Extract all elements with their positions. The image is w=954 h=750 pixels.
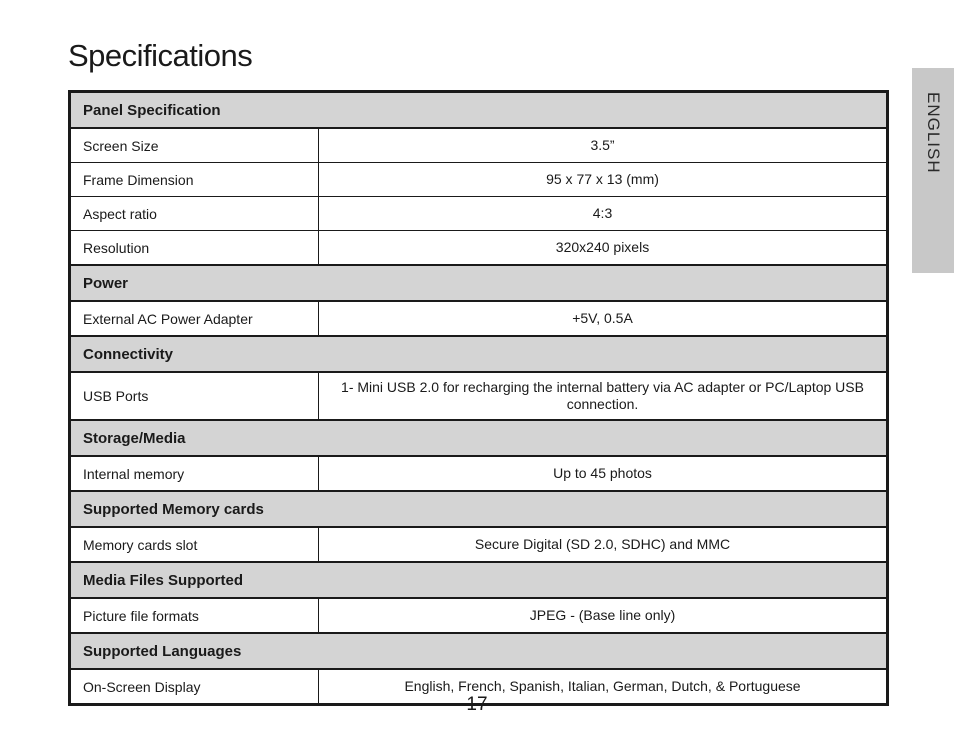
section-heading: Connectivity	[70, 336, 888, 372]
spec-value: JPEG - (Base line only)	[319, 598, 888, 633]
spec-value: Up to 45 photos	[319, 456, 888, 491]
table-row	[70, 163, 888, 197]
section-header	[70, 562, 888, 598]
spec-label: Resolution	[70, 231, 319, 266]
spec-label: External AC Power Adapter	[70, 301, 319, 336]
section-heading: Supported Memory cards	[70, 491, 888, 527]
spec-value: 320x240 pixels	[319, 231, 888, 266]
spec-value: 1- Mini USB 2.0 for recharging the internal battery via AC adapter or PC/Laptop USB connection.	[319, 372, 888, 420]
section-heading: Power	[70, 265, 888, 301]
spec-label: USB Ports	[70, 372, 319, 420]
table-row	[70, 372, 888, 420]
page-number: 17	[466, 694, 488, 715]
section-header	[70, 92, 888, 129]
section-header	[70, 265, 888, 301]
spec-label: Frame Dimension	[70, 163, 319, 197]
section-header	[70, 336, 888, 372]
spec-label: Memory cards slot	[70, 527, 319, 562]
spec-value: 4:3	[319, 197, 888, 231]
table-row	[70, 197, 888, 231]
spec-label: On-Screen Display	[70, 669, 319, 705]
spec-label: Aspect ratio	[70, 197, 319, 231]
section-heading: Panel Specification	[70, 92, 888, 129]
spec-value: +5V, 0.5A	[319, 301, 888, 336]
language-tab	[912, 68, 954, 273]
section-heading: Storage/Media	[70, 420, 888, 456]
language-tab-label: ENGLISH	[924, 92, 943, 174]
spec-value: 95 x 77 x 13 (mm)	[319, 163, 888, 197]
spec-value: Secure Digital (SD 2.0, SDHC) and MMC	[319, 527, 888, 562]
table-row	[70, 598, 888, 633]
specifications-table	[68, 90, 889, 706]
table-row	[70, 301, 888, 336]
section-header	[70, 420, 888, 456]
section-header	[70, 633, 888, 669]
page-title: Specifications	[68, 38, 253, 73]
spec-value: 3.5”	[319, 128, 888, 163]
section-heading: Media Files Supported	[70, 562, 888, 598]
table-row	[70, 231, 888, 266]
table-row	[70, 527, 888, 562]
section-heading: Supported Languages	[70, 633, 888, 669]
spec-value: English, French, Spanish, Italian, German, Dutch, & Portuguese	[319, 669, 888, 705]
section-header	[70, 491, 888, 527]
table-row	[70, 456, 888, 491]
spec-label: Internal memory	[70, 456, 319, 491]
spec-label: Picture file formats	[70, 598, 319, 633]
table-row	[70, 128, 888, 163]
spec-label: Screen Size	[70, 128, 319, 163]
